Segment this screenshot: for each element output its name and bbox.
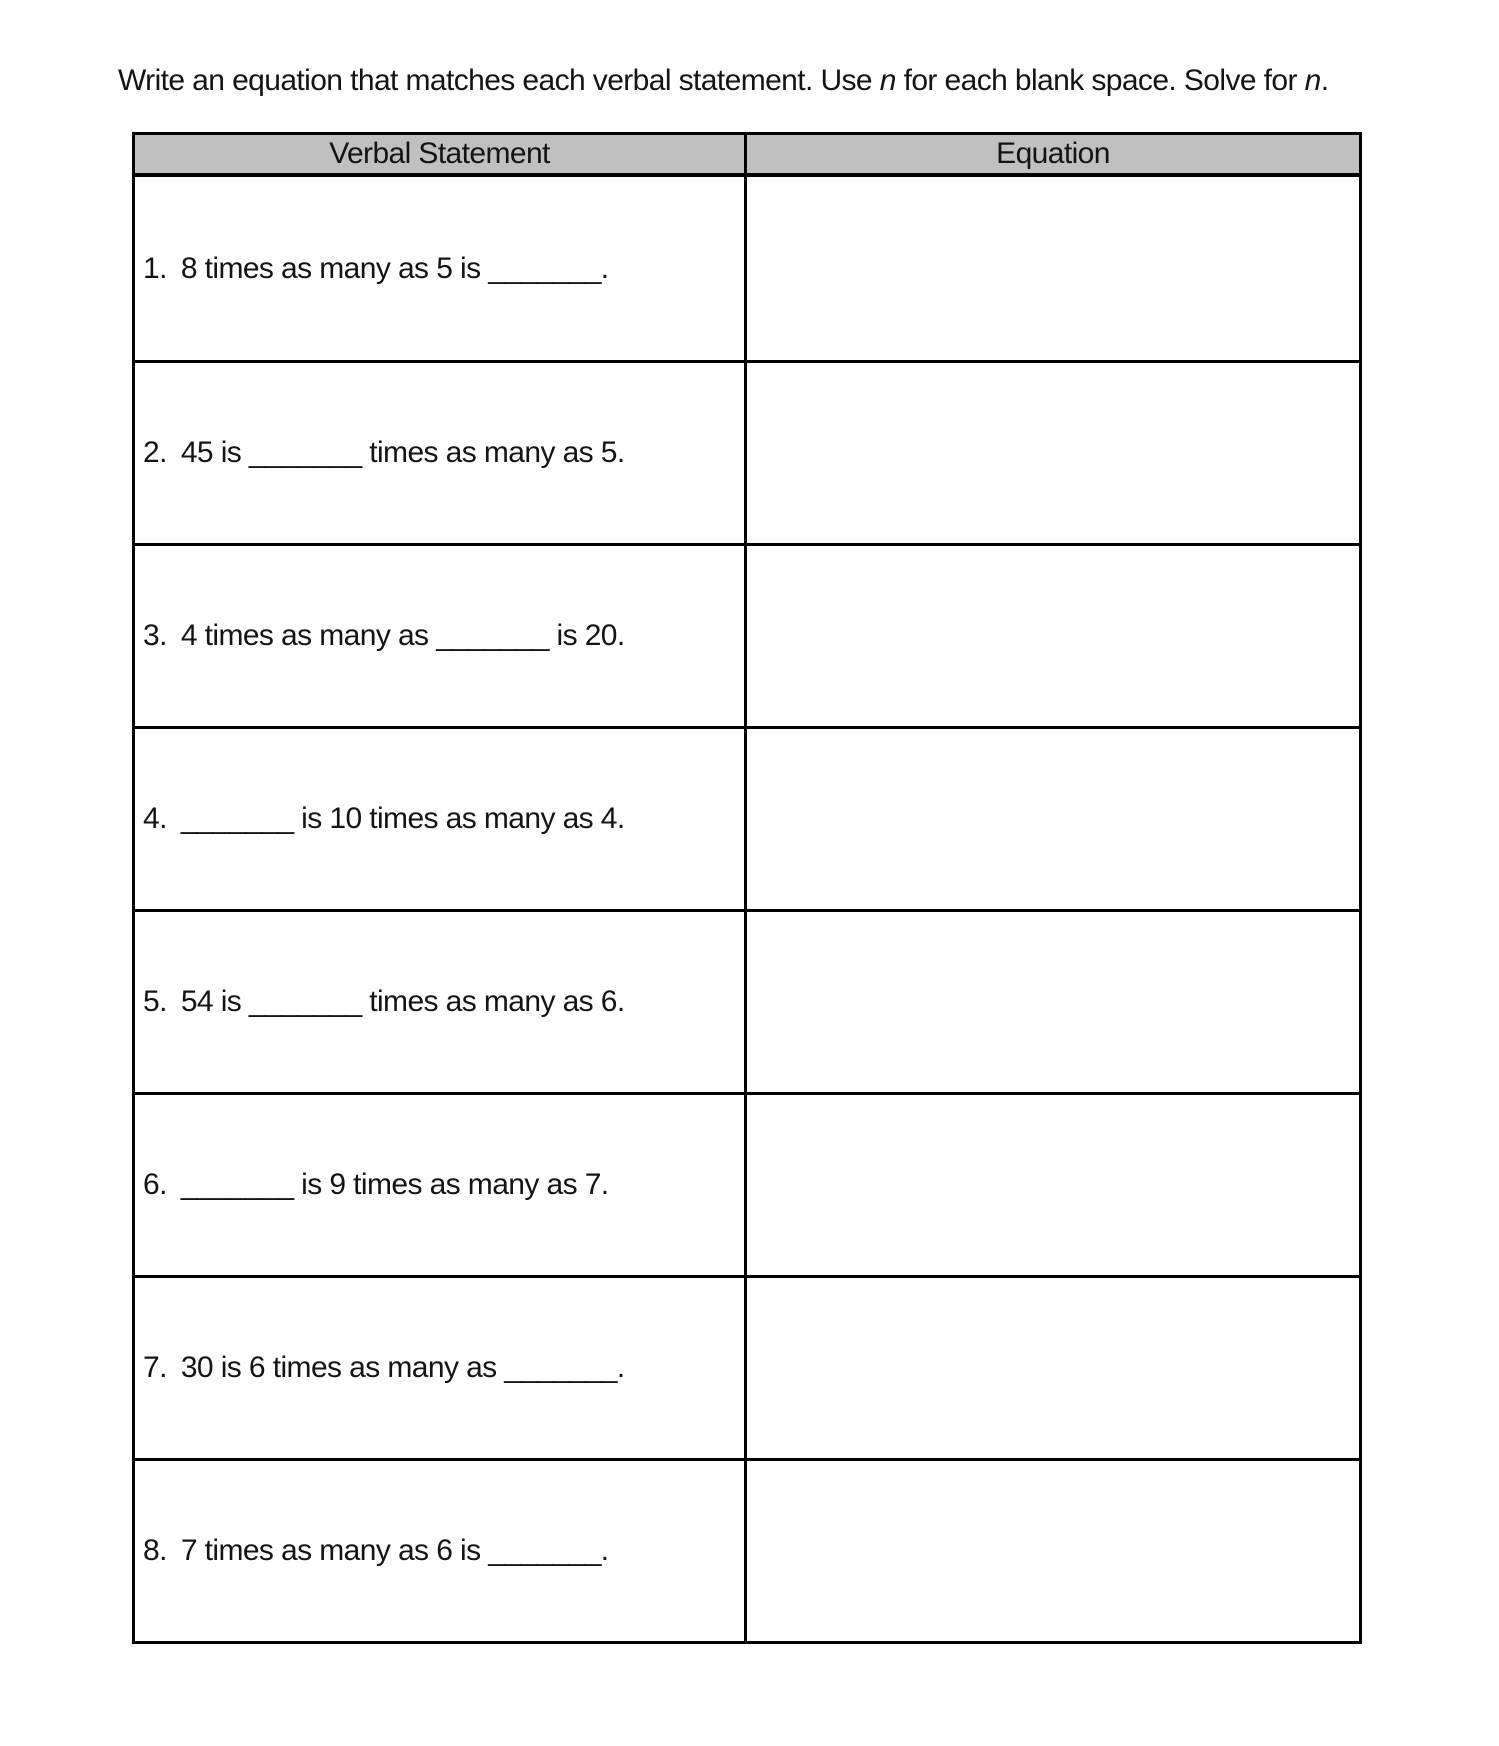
header-verbal-statement: Verbal Statement: [135, 135, 747, 173]
verbal-statement-cell: [135, 912, 747, 1092]
variable-n: n: [1304, 64, 1321, 97]
question-number: 4.: [143, 802, 167, 835]
verbal-statement-cell: [135, 1461, 747, 1641]
question-number: 1.: [143, 251, 167, 285]
equation-cell: [747, 912, 1359, 1092]
worksheet-table: [132, 132, 1362, 1644]
statement-text: 4 times as many as _______ is 20.: [180, 619, 625, 652]
equation-cell: [747, 177, 1359, 360]
table-header-row: [135, 135, 1359, 177]
equation-cell: [747, 363, 1359, 543]
equation-cell: [747, 546, 1359, 726]
table-row: [135, 1092, 1359, 1275]
statement-text: _______ is 9 times as many as 7.: [180, 1168, 609, 1201]
equation-cell: [747, 1095, 1359, 1275]
statement-text: _______ is 10 times as many as 4.: [180, 802, 625, 835]
table-row: [135, 360, 1359, 543]
statement-text: 8 times as many as 5 is _______.: [180, 251, 609, 285]
question-number: 5.: [143, 985, 167, 1018]
question-number: 7.: [143, 1351, 167, 1384]
question-number: 6.: [143, 1168, 167, 1201]
equation-cell: [747, 1278, 1359, 1458]
instructions-part3: .: [1320, 64, 1329, 97]
variable-n: n: [879, 64, 896, 97]
question-number: 8.: [143, 1534, 167, 1567]
statement-text: 45 is _______ times as many as 5.: [180, 436, 625, 469]
statement-text: 7 times as many as 6 is _______.: [180, 1534, 609, 1567]
equation-cell: [747, 1461, 1359, 1641]
verbal-statement-cell: [135, 546, 747, 726]
verbal-statement-cell: [135, 363, 747, 543]
table-row: [135, 1275, 1359, 1458]
table-row: [135, 177, 1359, 360]
header-equation: Equation: [996, 137, 1110, 170]
instructions-part2: for each blank space. Solve for: [895, 64, 1305, 97]
verbal-statement-cell: [135, 1095, 747, 1275]
question-number: 3.: [143, 619, 167, 652]
verbal-statement-cell: [135, 729, 747, 909]
instructions-part1: Write an equation that matches each verbal statement. Use: [118, 64, 880, 97]
instructions-text: [118, 64, 1328, 98]
equation-cell: [747, 729, 1359, 909]
statement-text: 54 is _______ times as many as 6.: [180, 985, 625, 1018]
question-number: 2.: [143, 436, 167, 469]
table-row: [135, 726, 1359, 909]
statement-text: 30 is 6 times as many as _______.: [180, 1351, 625, 1384]
table-row: [135, 543, 1359, 726]
table-row: [135, 909, 1359, 1092]
verbal-statement-cell: [135, 177, 747, 360]
table-row: [135, 1458, 1359, 1641]
verbal-statement-cell: [135, 1278, 747, 1458]
